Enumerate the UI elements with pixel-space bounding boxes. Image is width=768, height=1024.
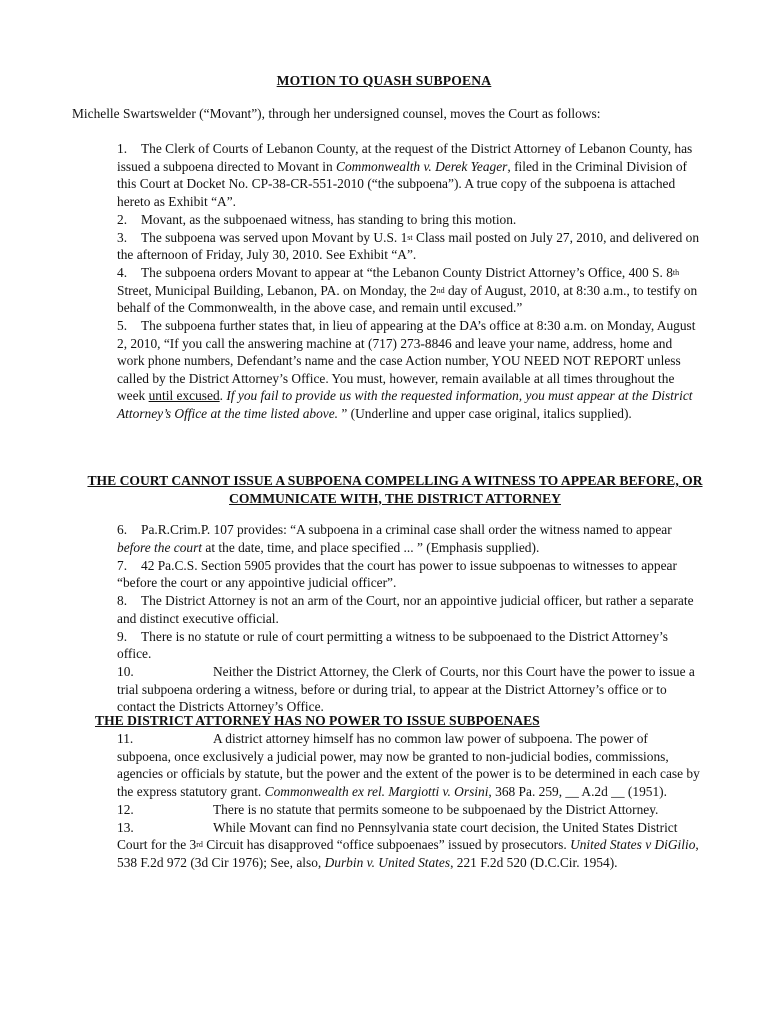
italic-text: before the court [117,539,203,555]
paragraph-text: , 538 F.2d 972 (3d Cir 1976); See, also, [117,837,699,870]
paragraph-number: 2. [117,211,128,227]
ordinal-suffix: th [672,268,680,277]
paragraph-number: 7. [117,557,128,573]
paragraph-5 [117,317,702,422]
section-heading-da-power: THE DISTRICT ATTORNEY HAS NO POWER TO ISSUE SUBPOENAES [95,713,540,728]
paragraph-11 [117,730,702,800]
paragraph-text: at the date, time, and place specified ... ” (Emphasis supplied). [202,539,540,555]
case-citation: Commonwealth v. Derek Yeager [336,158,508,174]
case-citation: Commonwealth ex rel. Margiotti v. Orsini [264,783,489,799]
section-heading-court: THE COURT CANNOT ISSUE A SUBPOENA COMPELLING A WITNESS TO APPEAR BEFORE, OR COMMUNICATE WITH, THE DISTRICT ATTORNEY [87,473,703,506]
ordinal-suffix: nd [436,285,445,295]
paragraph-1 [117,140,702,210]
paragraph-text: Class mail posted on July 27, 2010, and delivered on the afternoon of Friday, July 30, 2010. See Exhibit “A”. [117,229,700,262]
paragraph-13 [117,819,702,872]
paragraph-group-facts [117,140,702,423]
intro-paragraph: Michelle Swartswelder (“Movant”), through her undersigned counsel, moves the Court as follows: [72,106,601,121]
paragraph-text: , filed in the Criminal Division of this Court at Docket No. CP-38-CR-551-2010 (“the subpoena”). A true copy of the subpoena is attached hereto as Exhibit “A”. [117,158,688,209]
paragraph-text: While Movant can find no Pennsylvania state court decision, the United States District Court for the 3 [117,819,678,852]
paragraph-group-court [117,521,702,716]
paragraph-8 [117,592,702,627]
paragraph-text: The Clerk of Courts of Lebanon County, at the request of the District Attorney of Lebanon County, has issued a subpoena directed to Movant in [117,141,693,174]
case-citation: United States v DiGilio [570,837,696,852]
paragraph-4 [117,264,702,317]
paragraph-number: 13. [117,819,134,835]
paragraph-3 [117,229,702,264]
paragraph-number: 12. [117,801,134,817]
paragraph-text: 42 Pa.C.S. Section 5905 provides that the court has power to issue subpoenas to witnesses to appear “before the court or any appointive judicial officer”. [117,557,677,590]
document-title: MOTION TO QUASH SUBPOENA [276,73,492,88]
paragraph-text: The subpoena orders Movant to appear at “the Lebanon County District Attorney’s Office, 400 S. 8 [141,265,673,280]
paragraph-number: 11. [117,731,134,746]
paragraph-text: The subpoena was served upon Movant by U.S. 1 [141,229,408,245]
paragraph-text: There is no statute or rule of court permitting a witness to be subpoenaed to the District Attorney’s office. [117,628,668,661]
paragraph-number: 10. [117,664,134,679]
paragraph-text: There is no statute that permits someone to be subpoenaed by the District Attorney. [213,801,659,817]
paragraph-12 [117,801,702,819]
paragraph-text: The District Attorney is not an arm of the Court, nor an appointive judicial officer, but rather a separate and distinct executive official. [117,593,694,626]
case-citation: Durbin v. United States [324,854,451,870]
paragraph-text: Pa.R.Crim.P. 107 provides: “A subpoena in a criminal case shall order the witness named to appear [141,522,672,537]
paragraph-text: , 368 Pa. 259, __ A.2d __ (1951). [488,783,667,799]
underlined-text: until excused [148,388,220,403]
paragraph-text: A district attorney himself has no common law power of subpoena. The power of subpoena, once exclusively a judicial power, may now be granted to non-judicial bodies, commissions, agencies or officials by statute, but the power and the extent of the power is to be determined in each case by the express statutory grant. [117,731,700,799]
paragraph-9 [117,628,702,663]
paragraph-text: , 221 F.2d 520 (D.C.Cir. 1954). [450,854,618,870]
paragraph-number: 4. [117,265,128,280]
paragraph-7 [117,557,702,592]
italic-text: If you fail to provide us with the requested information, you must appear at the District Attorney’s Office at the time listed above. [117,388,693,421]
paragraph-text: Movant, as the subpoenaed witness, has standing to bring this motion. [141,211,517,227]
paragraph-text: The subpoena further states that, in lieu of appearing at the DA’s office at 8:30 a.m. on Monday, August 2, 2010, “If you call the answering machine at (717) 273-8846 and leave your name, address, home and work phone numbers, Defendant’s name and the case Action number, YOU NEED NOT REPORT unless called by the District Attorney’s Office. You must, however, remain available at all times throughout the week [117,318,696,403]
paragraph-text: Street, Municipal Building, Lebanon, PA. on Monday, the 2 [117,282,437,298]
paragraph-text: day of August, 2010, at 8:30 a.m., to testify on behalf of the Commonwealth, in the above case, and remain until excused.” [117,282,698,315]
paragraph-text: Circuit has disapproved “office subpoenaes” issued by prosecutors. [202,837,571,852]
paragraph-number: 9. [117,628,128,644]
paragraph-number: 8. [117,593,128,608]
paragraph-text: . [219,388,227,403]
ordinal-suffix: rd [196,840,203,849]
paragraph-text: Neither the District Attorney, the Clerk of Courts, nor this Court have the power to issue a trial subpoena ordering a witness, before or during trial, to appear at the District Attorney’s office or to contact the Districts Attorney’s Office. [117,664,695,714]
paragraph-text: ” (Underline and upper case original, italics supplied). [338,405,632,421]
paragraph-group-da-power [117,730,702,872]
paragraph-2 [117,211,702,229]
ordinal-suffix: st [407,232,413,242]
paragraph-number: 6. [117,522,128,537]
paragraph-number: 5. [117,318,128,333]
paragraph-number: 1. [117,141,128,156]
paragraph-number: 3. [117,229,128,245]
paragraph-6 [117,521,702,556]
paragraph-10 [117,663,702,716]
